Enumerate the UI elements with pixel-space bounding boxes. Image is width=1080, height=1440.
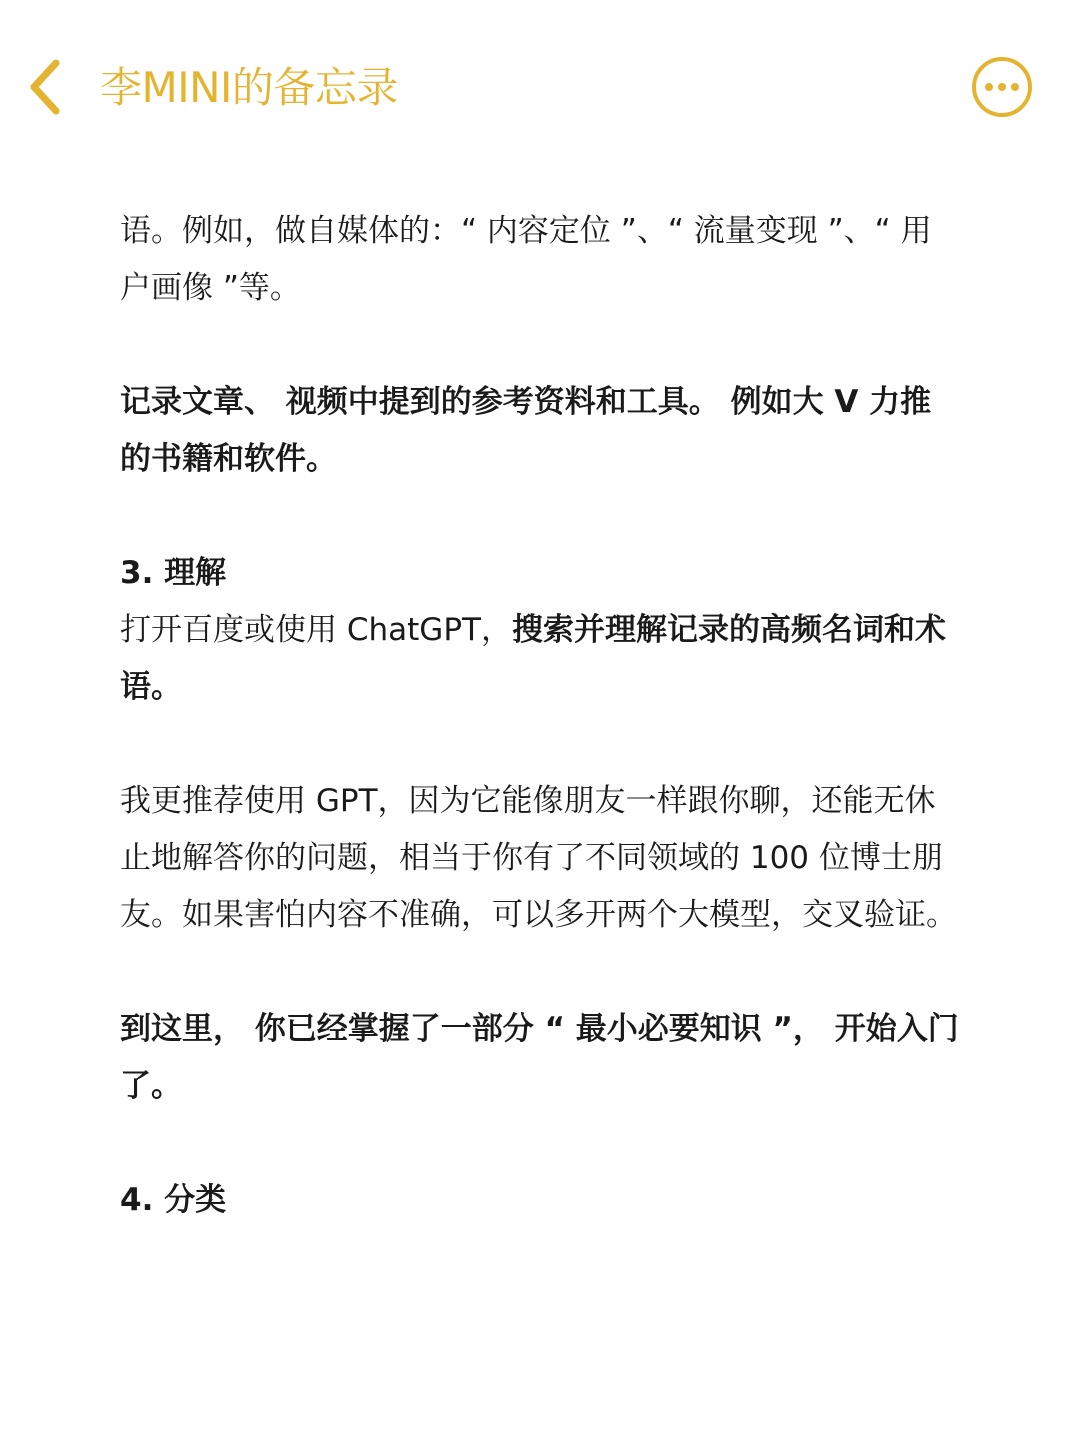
section-heading-understand: 3. 理解 [120,555,227,591]
more-button[interactable] [970,55,1034,119]
paragraph-recommend-gpt: 我更推荐使用 GPT，因为它能像朋友一样跟你聊，还能无休止地解答你的问题，相当于你有了不同领域的 100 位博士朋友。如果害怕内容不准确，可以多开两个大模型，交叉验证。 [120,783,957,933]
paragraph-minimum-knowledge: 到这里， 你已经掌握了一部分 “ 最小必要知识 ”， 开始入门了。 [120,1011,959,1104]
more-horizontal-circle-icon [970,55,1034,119]
section-heading-classify: 4. 分类 [120,1182,227,1218]
note-body [120,203,960,1229]
paragraph-search-normal-text: 打开百度或使用 ChatGPT， [120,612,512,648]
paragraph-search-understand [120,602,960,716]
paragraph-terms-example: 语。例如，做自媒体的：“ 内容定位 ”、“ 流量变现 ”、“ 用户画像 ”等。 [120,213,932,306]
chevron-left-icon [24,57,64,117]
page-title: 李MINI的备忘录 [100,63,398,112]
back-button[interactable] [14,52,74,122]
nav-bar [0,0,1080,175]
paragraph-record-references: 记录文章、 视频中提到的参考资料和工具。 例如大 V 力推的书籍和软件。 [120,384,932,477]
paragraph-search-bold-text: 搜索并理解记录的高频名词和术语。 [120,612,946,705]
